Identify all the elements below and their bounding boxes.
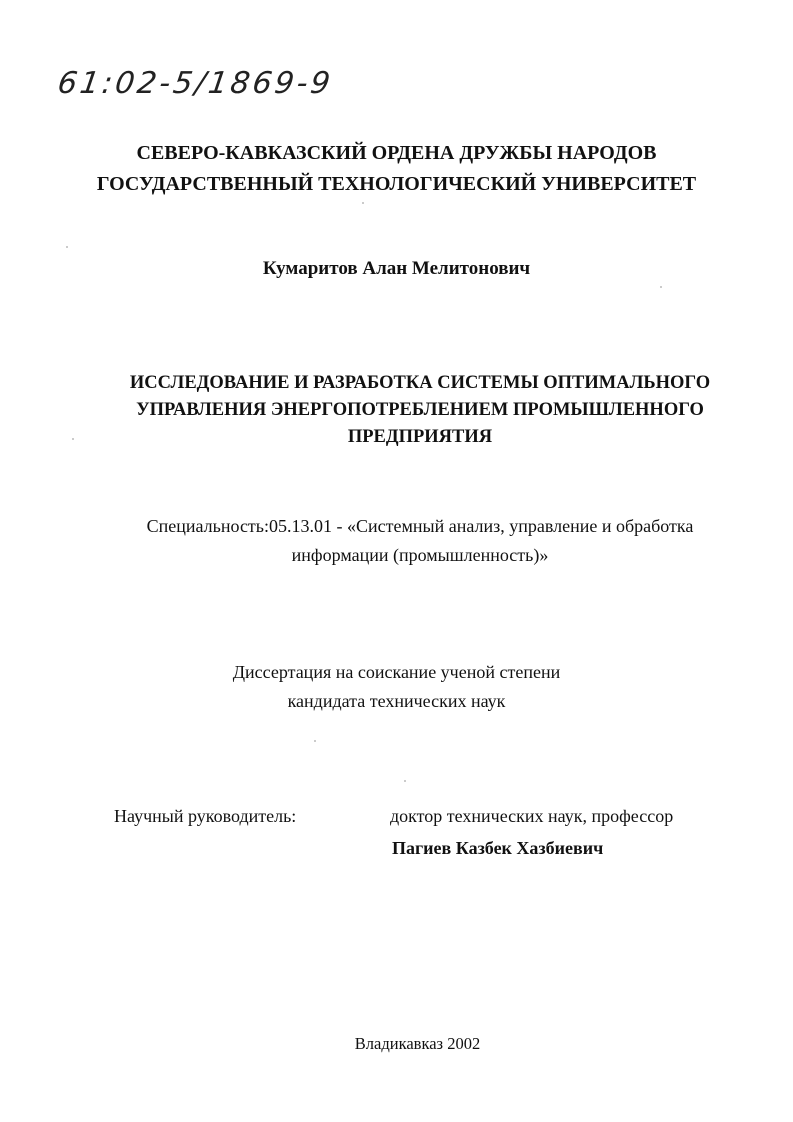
university-name-line-1: СЕВЕРО-КАВКАЗСКИЙ ОРДЕНА ДРУЖБЫ НАРОДОВ bbox=[136, 142, 657, 164]
handwritten-archive-code: 61:02-5/1869-9 bbox=[55, 66, 336, 101]
dissertation-line-2: кандидата технических наук bbox=[287, 691, 506, 711]
title-line-3: ПРЕДПРИЯТИЯ bbox=[347, 427, 493, 447]
scan-speck bbox=[66, 246, 68, 248]
scan-speck bbox=[314, 740, 316, 742]
scan-speck bbox=[404, 780, 406, 782]
specialty bbox=[60, 512, 780, 570]
dissertation-degree bbox=[0, 658, 793, 716]
university-name-line-2: ГОСУДАРСТВЕННЫЙ ТЕХНОЛОГИЧЕСКИЙ УНИВЕРСИТЕТ bbox=[96, 173, 697, 195]
scan-speck bbox=[72, 438, 74, 440]
dissertation-title bbox=[60, 370, 780, 451]
dissertation-line-1: Диссертация на соискание ученой степени bbox=[232, 662, 561, 682]
scan-speck bbox=[362, 202, 364, 204]
advisor-name: Пагиев Казбек Хазбиевич bbox=[392, 838, 604, 858]
title-line-1: ИССЛЕДОВАНИЕ И РАЗРАБОТКА СИСТЕМЫ ОПТИМАЛЬНОГО bbox=[129, 373, 711, 393]
author-name: Кумаритов Алан Мелитонович bbox=[262, 258, 531, 279]
title-line-2: УПРАВЛЕНИЯ ЭНЕРГОПОТРЕБЛЕНИЕМ ПРОМЫШЛЕННОГО bbox=[136, 400, 704, 420]
advisor-degree: доктор технических наук, профессор bbox=[390, 806, 674, 826]
specialty-line-2: информации (промышленность)» bbox=[291, 545, 549, 565]
advisor-label: Научный руководитель: bbox=[114, 806, 297, 826]
city-year: Владикавказ 2002 bbox=[354, 1034, 481, 1053]
university-name bbox=[0, 138, 793, 200]
scan-speck bbox=[660, 286, 662, 288]
specialty-line-1: Специальность:05.13.01 - «Системный анализ, управление и обработка bbox=[146, 516, 694, 536]
